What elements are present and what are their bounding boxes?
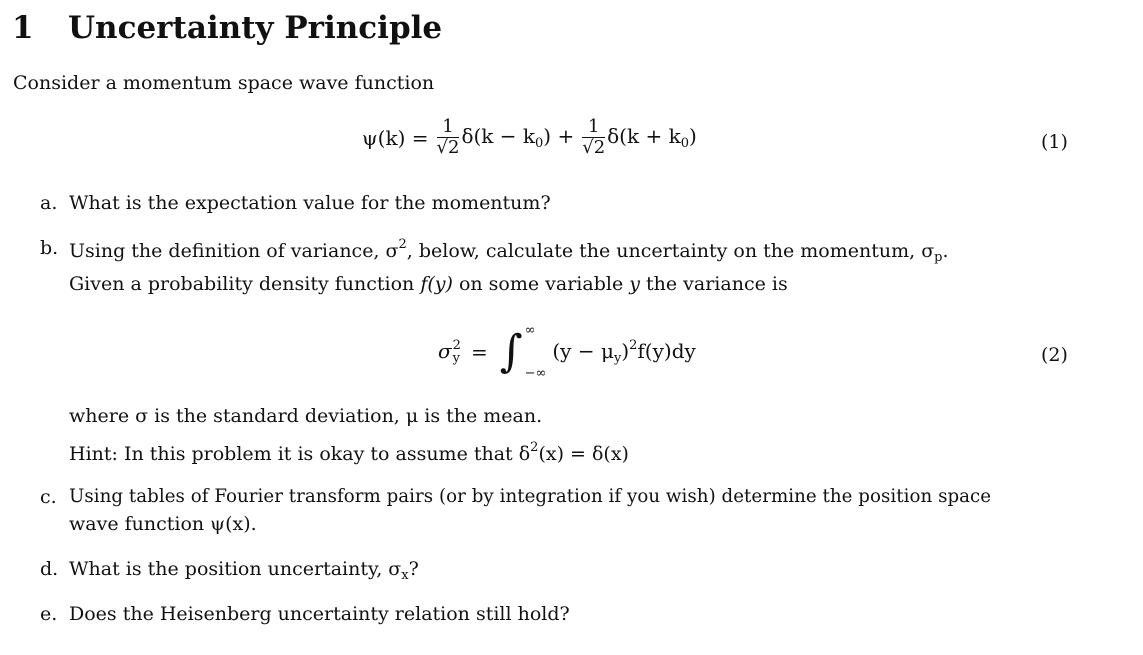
eq2-upper-limit: ∞ [524, 323, 536, 338]
eq2-lhs [438, 339, 461, 366]
item-b-line2-fy: f(y) [420, 273, 453, 295]
eq1-frac1-den: √2 [436, 137, 460, 159]
section-title: Uncertainty Principle [68, 10, 443, 46]
eq1-term1-text: δ(k − k [461, 124, 536, 149]
item-e [40, 603, 570, 625]
eq1-frac2-num: 1 [587, 116, 600, 137]
equation-1-number: (1) [1041, 131, 1068, 153]
item-b-text-end: . [942, 240, 949, 262]
item-a [40, 192, 551, 214]
item-b-hint-end: (x) = δ(x) [538, 443, 629, 465]
eq2-body-sub: y [613, 351, 622, 366]
integral-sign: ∫ [499, 326, 523, 377]
item-e-text: Does the Heisenberg uncertainty relation still hold? [69, 603, 570, 625]
eq2-body-sup: 2 [629, 338, 638, 353]
item-b-text-pre: Using the definition of variance, σ [69, 240, 399, 262]
eq1-term1-end: ) + [543, 124, 575, 149]
eq1-term1-sub: 0 [535, 136, 544, 152]
item-b-line2-mid: on some variable [452, 273, 630, 295]
equation-1 [362, 117, 697, 158]
eq2-limits [525, 323, 547, 381]
item-b-line2-y: y [629, 273, 640, 295]
item-e-label: e. [40, 603, 58, 625]
item-b-hint [69, 440, 629, 465]
item-b-hint-sup: 2 [530, 440, 539, 455]
item-b-line2-pre: Given a probability density function [69, 273, 421, 295]
item-b-line2-end: the variance is [639, 273, 788, 295]
eq2-lhs-scripts [453, 339, 461, 365]
item-b-text-mid: , below, calculate the uncertainty on the momentum, σ [406, 240, 935, 262]
item-c-line1: Using tables of Fourier transform pairs (or by integration if you wish) determine the position space [69, 486, 992, 507]
item-b-label: b. [40, 237, 59, 259]
eq2-lower-limit: −∞ [524, 366, 547, 381]
item-c [40, 486, 992, 508]
eq2-equals: = [470, 340, 488, 364]
eq1-term2-end: ) [688, 124, 697, 149]
eq1-term2-text: δ(k + k [607, 124, 681, 149]
eq1-term2 [607, 124, 697, 151]
item-b-text [69, 237, 949, 265]
item-b-text-sub: p [934, 250, 943, 265]
eq2-body-mid: ) [621, 339, 630, 363]
eq2-sigma: σ [438, 338, 452, 363]
eq1-term2-sub: 0 [680, 136, 689, 152]
item-d-text [69, 558, 419, 583]
eq2-lhs-sup: 2 [452, 338, 461, 354]
intro-text: Consider a momentum space wave function [13, 72, 435, 94]
eq1-fraction-2 [582, 117, 605, 158]
item-b-where: where σ is the standard deviation, μ is the mean. [69, 405, 543, 427]
item-a-text: What is the expectation value for the momentum? [69, 192, 551, 214]
item-c-label: c. [40, 486, 57, 508]
eq1-frac2-den: √2 [582, 137, 606, 159]
item-d-text-end: ? [408, 558, 419, 580]
eq1-frac1-num: 1 [442, 116, 454, 137]
eq2-body-end: f(y)dy [637, 339, 696, 363]
section-number: 1 [12, 10, 34, 46]
item-c-line2: wave function ψ(x). [69, 513, 257, 535]
item-d-text-sub: x [401, 568, 409, 583]
item-b-hint-pre: Hint: In this problem it is okay to assume that δ [69, 443, 531, 465]
item-d-label: d. [40, 558, 59, 580]
eq1-term1 [461, 124, 574, 151]
equation-2 [438, 323, 696, 381]
eq2-body [552, 338, 695, 366]
item-a-label: a. [40, 192, 58, 214]
eq2-body-pre: (y − μ [552, 339, 614, 363]
item-b-text-sup: 2 [398, 237, 407, 252]
item-d-text-pre: What is the position uncertainty, σ [69, 558, 402, 580]
eq1-fraction-1 [437, 117, 460, 158]
item-b-line2 [69, 273, 788, 295]
equation-2-number: (2) [1041, 344, 1068, 366]
eq1-lhs: ψ(k) = [362, 125, 429, 150]
eq2-lhs-sub: y [452, 351, 461, 367]
